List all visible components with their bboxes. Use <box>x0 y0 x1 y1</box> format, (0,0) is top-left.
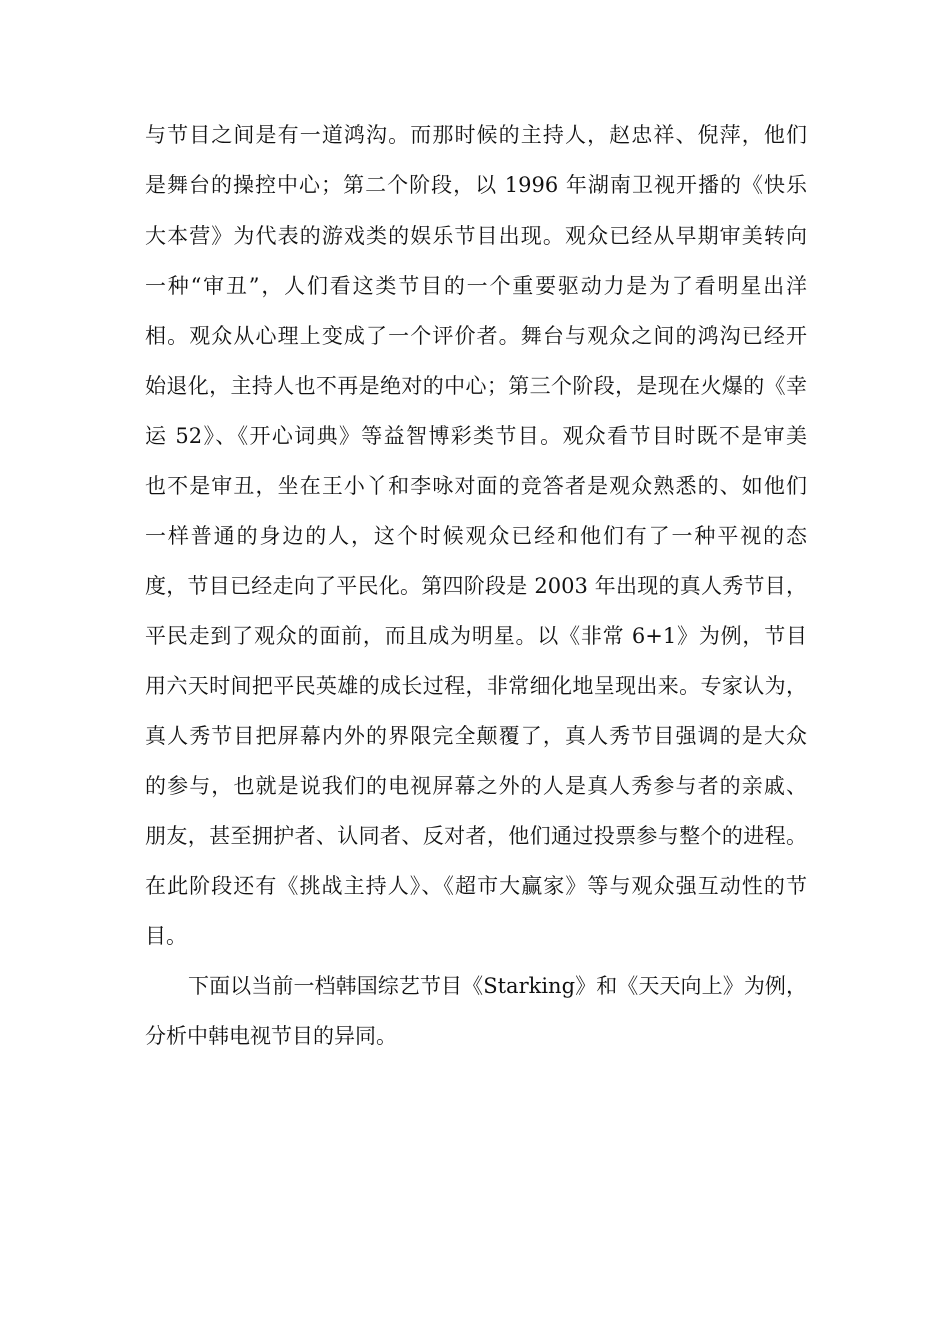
text-line: 与节目之间是有一道鸿沟。而那时候的主持人，赵忠祥、倪萍，他们 <box>145 123 807 147</box>
text-line: 分析中韩电视节目的异同。 <box>145 1024 397 1048</box>
text-line: 是舞台的操控中心；第二个阶段，以 1996 年湖南卫视开播的《快乐 <box>145 173 807 197</box>
text-line: 度，节目已经走向了平民化。第四阶段是 2003 年出现的真人秀节目， <box>145 574 807 598</box>
text-line: 朋友，甚至拥护者、认同者、反对者，他们通过投票参与整个的进程。 <box>145 824 807 848</box>
text-line: 平民走到了观众的面前，而且成为明星。以《非常 6+1》为例，节目 <box>145 624 807 648</box>
text-line: 在此阶段还有《挑战主持人》、《超市大赢家》等与观众强互动性的节 <box>145 874 807 898</box>
text-line: 目。 <box>145 924 187 948</box>
text-line: 下面以当前一档韩国综艺节目《Starking》和《天天向上》为例， <box>188 974 807 998</box>
text-line: 相。观众从心理上变成了一个评价者。舞台与观众之间的鸿沟已经开 <box>145 324 807 348</box>
text-line: 一样普通的身边的人，这个时候观众已经和他们有了一种平视的态 <box>145 524 807 548</box>
text-line: 用六天时间把平民英雄的成长过程，非常细化地呈现出来。专家认为， <box>145 674 807 698</box>
text-line: 真人秀节目把屏幕内外的界限完全颠覆了，真人秀节目强调的是大众 <box>145 724 807 748</box>
text-line: 运 52》、《开心词典》等益智博彩类节目。观众看节目时既不是审美 <box>145 424 807 448</box>
text-line: 也不是审丑，坐在王小丫和李咏对面的竞答者是观众熟悉的、如他们 <box>145 474 807 498</box>
text-line: 一种“审丑”，人们看这类节目的一个重要驱动力是为了看明星出洋 <box>145 274 807 298</box>
text-line: 的参与，也就是说我们的电视屏幕之外的人是真人秀参与者的亲戚、 <box>145 774 807 798</box>
text-line: 始退化，主持人也不再是绝对的中心；第三个阶段，是现在火爆的《幸 <box>145 374 807 398</box>
text-line: 大本营》为代表的游戏类的娱乐节目出现。观众已经从早期审美转向 <box>145 224 807 248</box>
